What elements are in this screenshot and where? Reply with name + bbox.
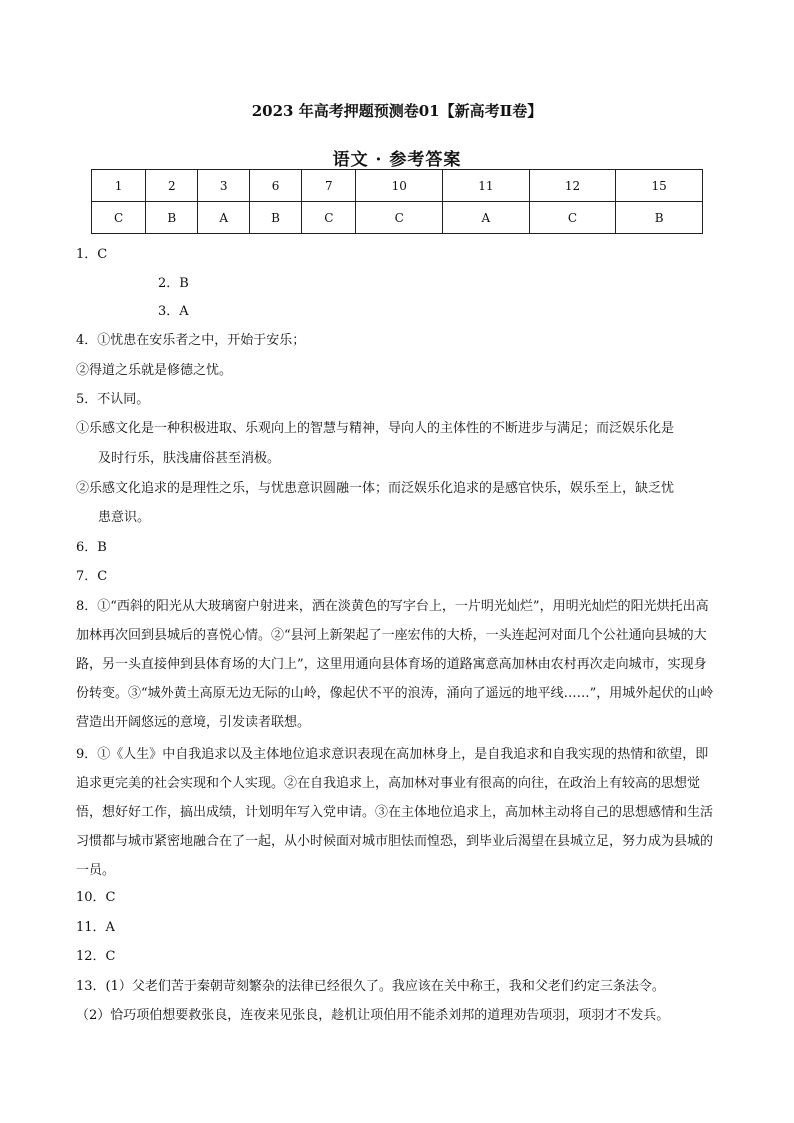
answer-5-point-1: ①乐感文化是一种积极进取、乐观向上的智慧与精神，导向人的主体性的不断进步与满足；而泛娱乐化是 [76,421,675,436]
answer-5-point-2-cont: 患意识。 [98,510,151,525]
question-number-cell: 12 [529,170,616,202]
answer-letter-cell: C [529,202,616,234]
answer-12: 12．C [76,949,116,964]
answer-13-part-1: 13．(1）父老们苦于秦朝苛刻繁杂的法律已经很久了。我应该在关中称王，我和父老们约定三条法令。 [76,979,665,994]
answer-table [91,169,703,234]
question-number-cell: 15 [616,170,703,202]
answer-13-part-2: （2）恰巧项伯想要救张良，连夜来见张良，趁机让项伯用不能杀刘邦的道理劝告项羽，项羽才不发兵。 [76,1008,670,1023]
answer-5-point-1-cont: 及时行乐，肤浅庸俗甚至消极。 [98,451,281,466]
answer-letter-cell: B [616,202,703,234]
question-number-row [92,170,703,202]
answer-letter-cell: B [146,202,198,234]
answer-letter-cell: B [249,202,301,234]
question-number-cell: 6 [249,170,301,202]
page-title: 2023 年高考押题预测卷01【新高考Ⅱ卷】 [251,102,543,120]
question-number-cell: 2 [146,170,198,202]
answer-letter-cell: C [356,202,443,234]
answer-letter-cell: C [92,202,146,234]
answer-letter-cell: A [443,202,530,234]
answer-11: 11．A [76,920,115,935]
answer-2: 2．B [158,276,189,291]
answer-4-line-1: 4．①忧患在安乐者之中，开始于安乐； [76,333,306,348]
question-number-cell: 1 [92,170,146,202]
page-subtitle: 语文 · 参考答案 [332,150,462,170]
question-number-cell: 10 [356,170,443,202]
answer-4-line-2: ②得道之乐就是修德之忧。 [76,363,233,378]
question-number-cell: 7 [302,170,356,202]
answer-letter-cell: C [302,202,356,234]
answer-10: 10．C [76,890,116,905]
answer-7: 7．C [76,569,108,584]
question-number-cell: 11 [443,170,530,202]
answer-letter-row [92,202,703,234]
answer-6: 6．B [76,540,107,555]
answer-1: 1．C [76,247,108,262]
answer-9: 9．①《人生》中自我追求以及主体地位追求意识表现在高加林身上，是自我追求和自我实现的热情和欲望，即追求更完美的社会实现和个人实现。②在自我追求上，高加林对事业有很高的向往，在政治上有较高的思想觉悟，想好好工作，搞出成绩，计划明年写入党申请。③在主体地位追求上，高加林主动将自己的思想感情和生活习惯都与城市紧密地融合在了一起，从小时候面对城市胆怯而惶恐，到毕业后渴望在县城立足，努力成为县城的一员。 [76,747,714,878]
answer-5-intro: 5．不认同。 [76,392,150,407]
question-number-cell: 3 [198,170,249,202]
answer-letter-cell: A [198,202,249,234]
answer-3: 3．A [158,304,189,319]
answer-8: 8．①“西斜的阳光从大玻璃窗户射进来，洒在淡黄色的写字台上，一片明光灿烂”，用明光灿烂的阳光烘托出高加林再次回到县城后的喜悦心情。②“县河上新架起了一座宏伟的大桥，一头连起河对面几个公社通向县城的大路，另一头直接伸到县体育场的大门上”，这里用通向县体育场的道路寓意高加林由农村再次走向城市，实现身份转变。③“城外黄土高原无边无际的山岭，像起伏不平的浪涛，涌向了遥远的地平线……”，用城外起伏的山岭营造出开阔悠远的意境，引发读者联想。 [76,599,714,730]
answer-5-point-2: ②乐感文化追求的是理性之乐，与忧患意识圆融一体；而泛娱乐化追求的是感官快乐，娱乐至上，缺乏忧 [76,481,675,496]
